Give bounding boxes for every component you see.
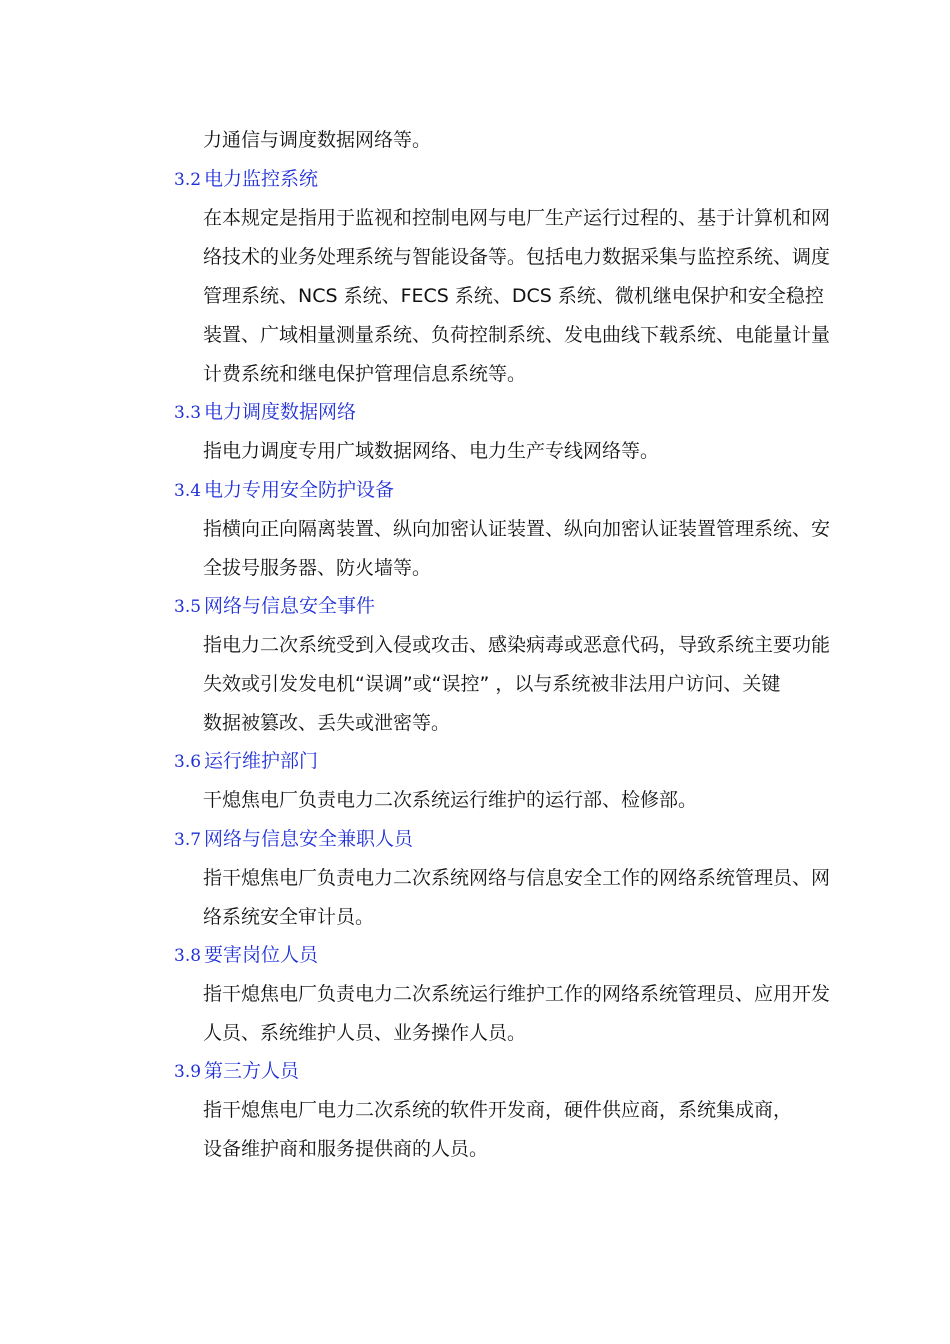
paragraph-line: 指干熄焦电厂负责电力二次系统运行维护工作的网络系统管理员、应用开发	[203, 983, 831, 1005]
intro-line: 力通信与调度数据网络等。	[203, 129, 432, 151]
paragraph-line: 络技术的业务处理系统与智能设备等。包括电力数据采集与监控系统、调度	[203, 246, 831, 268]
section-heading-3-8	[174, 943, 318, 968]
section-number: 3.8	[174, 946, 202, 966]
section-heading-3-2	[174, 167, 318, 192]
paragraph-line: 指干熄焦电厂电力二次系统的软件开发商，硬件供应商，系统集成商，	[203, 1099, 793, 1121]
section-heading-3-6	[174, 749, 318, 774]
section-title: 电力专用安全防护设备	[204, 479, 395, 501]
section-heading-3-3	[174, 400, 356, 425]
section-title: 网络与信息安全兼职人员	[204, 828, 414, 850]
paragraph-line: 数据被篡改、丢失或泄密等。	[203, 712, 451, 734]
section-number: 3.5	[174, 597, 202, 617]
paragraph-line: 装置、广域相量测量系统、负荷控制系统、发电曲线下载系统、电能量计量	[203, 324, 831, 346]
paragraph-line: 指干熄焦电厂负责电力二次系统网络与信息安全工作的网络系统管理员、网	[203, 867, 831, 889]
section-heading-3-7	[174, 827, 413, 852]
paragraph-line: 全拔号服务器、防火墙等。	[203, 557, 432, 579]
paragraph-line: 指电力调度专用广域数据网络、电力生产专线网络等。	[203, 440, 660, 462]
paragraph-line: 失效或引发发电机“误调”或“误控” ，以与系统被非法用户访问、关键	[203, 673, 781, 695]
section-title: 电力调度数据网络	[204, 401, 357, 423]
section-title: 运行维护部门	[204, 750, 319, 772]
section-heading-3-9	[174, 1059, 299, 1084]
section-title: 网络与信息安全事件	[204, 595, 376, 617]
paragraph-line: 人员、系统维护人员、业务操作人员。	[203, 1022, 527, 1044]
paragraph-line: 管理系统、NCS 系统、FECS 系统、DCS 系统、微机继电保护和安全稳控	[203, 285, 824, 307]
section-heading-3-5	[174, 594, 375, 619]
section-title: 第三方人员	[204, 1060, 300, 1082]
paragraph-line: 指横向正向隔离装置、纵向加密认证装置、纵向加密认证装置管理系统、安	[203, 518, 831, 540]
paragraph-line: 指电力二次系统受到入侵或攻击、感染病毒或恶意代码，导致系统主要功能	[203, 634, 831, 656]
paragraph-line: 设备维护商和服务提供商的人员。	[203, 1138, 489, 1160]
paragraph-line: 计费系统和继电保护管理信息系统等。	[203, 363, 527, 385]
section-number: 3.2	[174, 170, 202, 190]
paragraph-line: 络系统安全审计员。	[203, 906, 375, 928]
section-number: 3.4	[174, 481, 202, 501]
section-heading-3-4	[174, 478, 394, 503]
paragraph-line: 在本规定是指用于监视和控制电网与电厂生产运行过程的、基于计算机和网	[203, 207, 831, 229]
paragraph-line: 干熄焦电厂负责电力二次系统运行维护的运行部、检修部。	[203, 789, 698, 811]
section-number: 3.7	[174, 830, 202, 850]
section-title: 要害岗位人员	[204, 944, 319, 966]
section-title: 电力监控系统	[204, 168, 319, 190]
section-number: 3.3	[174, 403, 202, 423]
section-number: 3.9	[174, 1062, 202, 1082]
section-number: 3.6	[174, 752, 202, 772]
